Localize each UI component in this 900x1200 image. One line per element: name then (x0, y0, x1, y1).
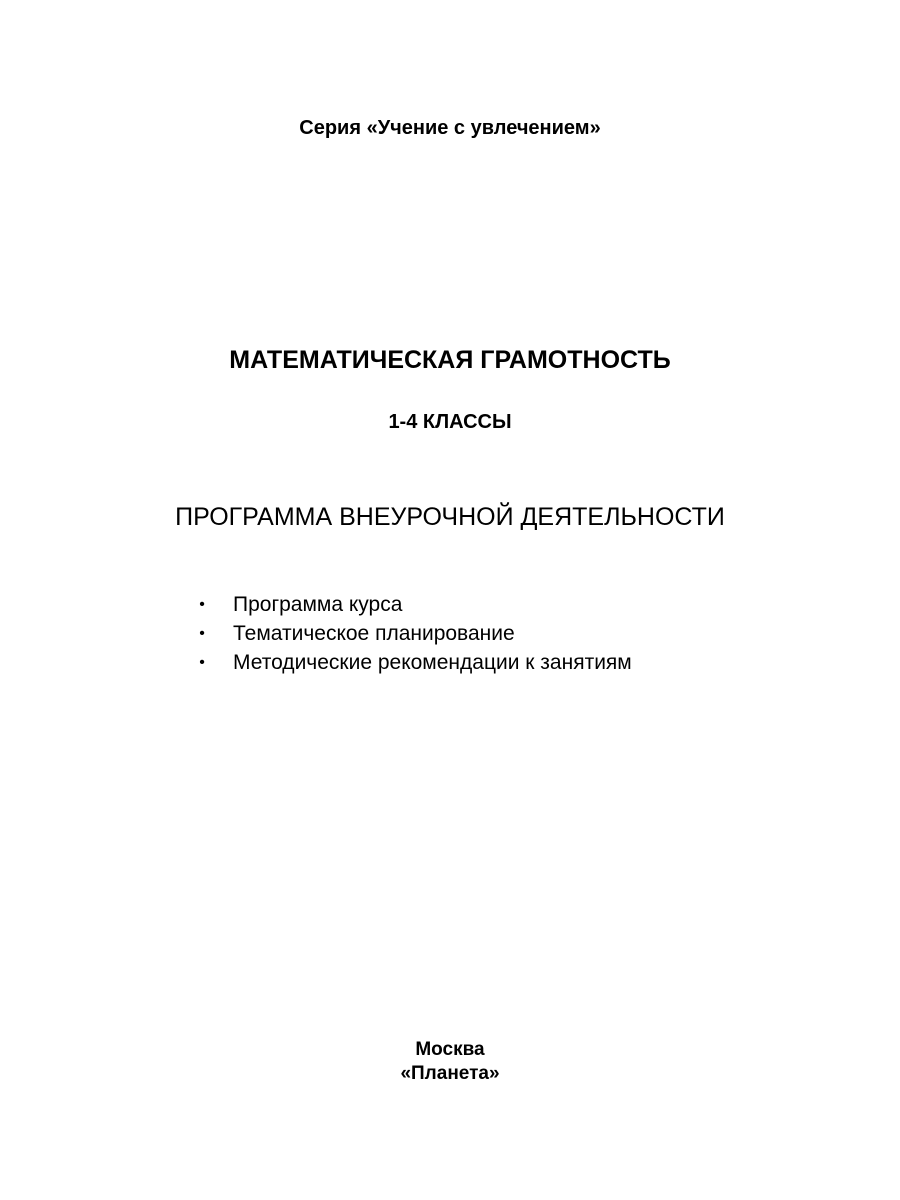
contents-item-label: Программа курса (233, 593, 403, 616)
contents-item (196, 648, 632, 677)
contents-item (196, 619, 632, 648)
contents-item-label: Методические рекомендации к занятиям (233, 651, 632, 674)
publisher-name: «Планета» (400, 1063, 500, 1084)
bullet-icon: • (199, 654, 205, 671)
bullet-icon: • (199, 596, 205, 613)
publication-city: Москва (415, 1039, 485, 1060)
grade-range: 1-4 КЛАССЫ (388, 411, 512, 433)
contents-item (196, 590, 632, 619)
contents-item-label: Тематическое планирование (233, 622, 515, 645)
series-name: Серия «Учение с увлечением» (299, 117, 601, 139)
contents-list (196, 590, 632, 677)
bullet-icon: • (199, 625, 205, 642)
book-title: МАТЕМАТИЧЕСКАЯ ГРАМОТНОСТЬ (229, 346, 671, 374)
book-subtitle: ПРОГРАММА ВНЕУРОЧНОЙ ДЕЯТЕЛЬНОСТИ (175, 503, 725, 531)
